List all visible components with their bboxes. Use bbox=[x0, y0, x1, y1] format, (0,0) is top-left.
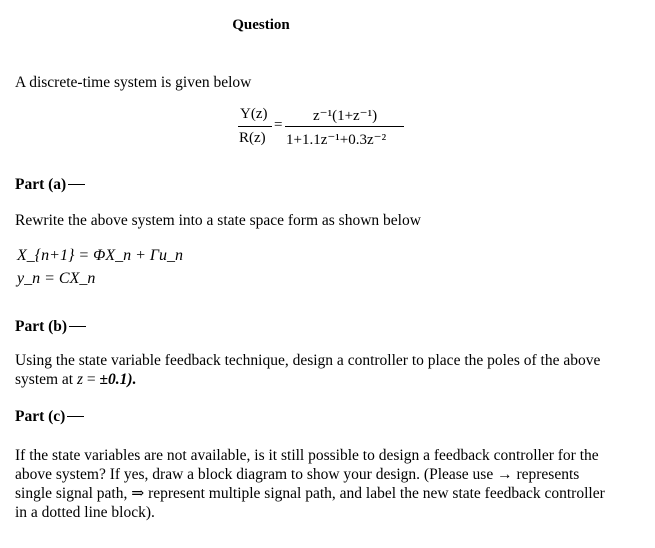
pole-variable: z bbox=[77, 371, 84, 388]
part-c-heading bbox=[15, 407, 84, 426]
lhs-denominator: R(z) bbox=[239, 130, 266, 146]
part-b-line-1: Using the state variable feedback technique, design a controller to place the poles of the above bbox=[15, 352, 601, 369]
lhs-numerator: Y(z) bbox=[240, 106, 268, 122]
rhs-numerator: z⁻¹(1+z⁻¹) bbox=[313, 108, 378, 124]
part-b-heading-text: Part (b) bbox=[15, 318, 68, 335]
heading-dash bbox=[68, 184, 85, 186]
lhs-fraction-bar bbox=[238, 126, 272, 127]
intro-text: A discrete-time system is given below bbox=[15, 74, 252, 91]
part-a-heading-text: Part (a) bbox=[15, 176, 67, 193]
rhs-fraction-bar bbox=[285, 126, 404, 127]
part-c-line-2: above system? If yes, draw a block diagram to show your design. (Please use → represents bbox=[15, 466, 580, 483]
equals-sign: = bbox=[274, 117, 283, 133]
state-equation: X_{n+1} = ΦX_n + Γu_n bbox=[17, 247, 184, 264]
part-b-line-2 bbox=[15, 370, 136, 389]
part-b-line-2-prefix: system at bbox=[15, 371, 77, 388]
page-title: Question bbox=[232, 17, 290, 33]
part-c-heading-text: Part (c) bbox=[15, 408, 66, 425]
pole-equals: = bbox=[83, 371, 100, 388]
transfer-function bbox=[230, 104, 410, 154]
part-a-text: Rewrite the above system into a state space form as shown below bbox=[15, 212, 421, 229]
part-c-line-4: in a dotted line block). bbox=[15, 504, 155, 521]
part-b-heading bbox=[15, 317, 86, 336]
part-a-heading bbox=[15, 175, 85, 194]
output-equation: y_n = CX_n bbox=[17, 270, 96, 287]
part-c-line-3: single signal path, ⇒ represent multiple signal path, and label the new state feedback controller bbox=[15, 485, 605, 502]
pole-value: ±0.1). bbox=[99, 371, 137, 388]
heading-dash bbox=[67, 416, 84, 418]
rhs-denominator: 1+1.1z⁻¹+0.3z⁻² bbox=[286, 132, 387, 148]
heading-dash bbox=[69, 326, 86, 328]
part-c-line-1: If the state variables are not available, is it still possible to design a feedback controller for the bbox=[15, 447, 599, 464]
